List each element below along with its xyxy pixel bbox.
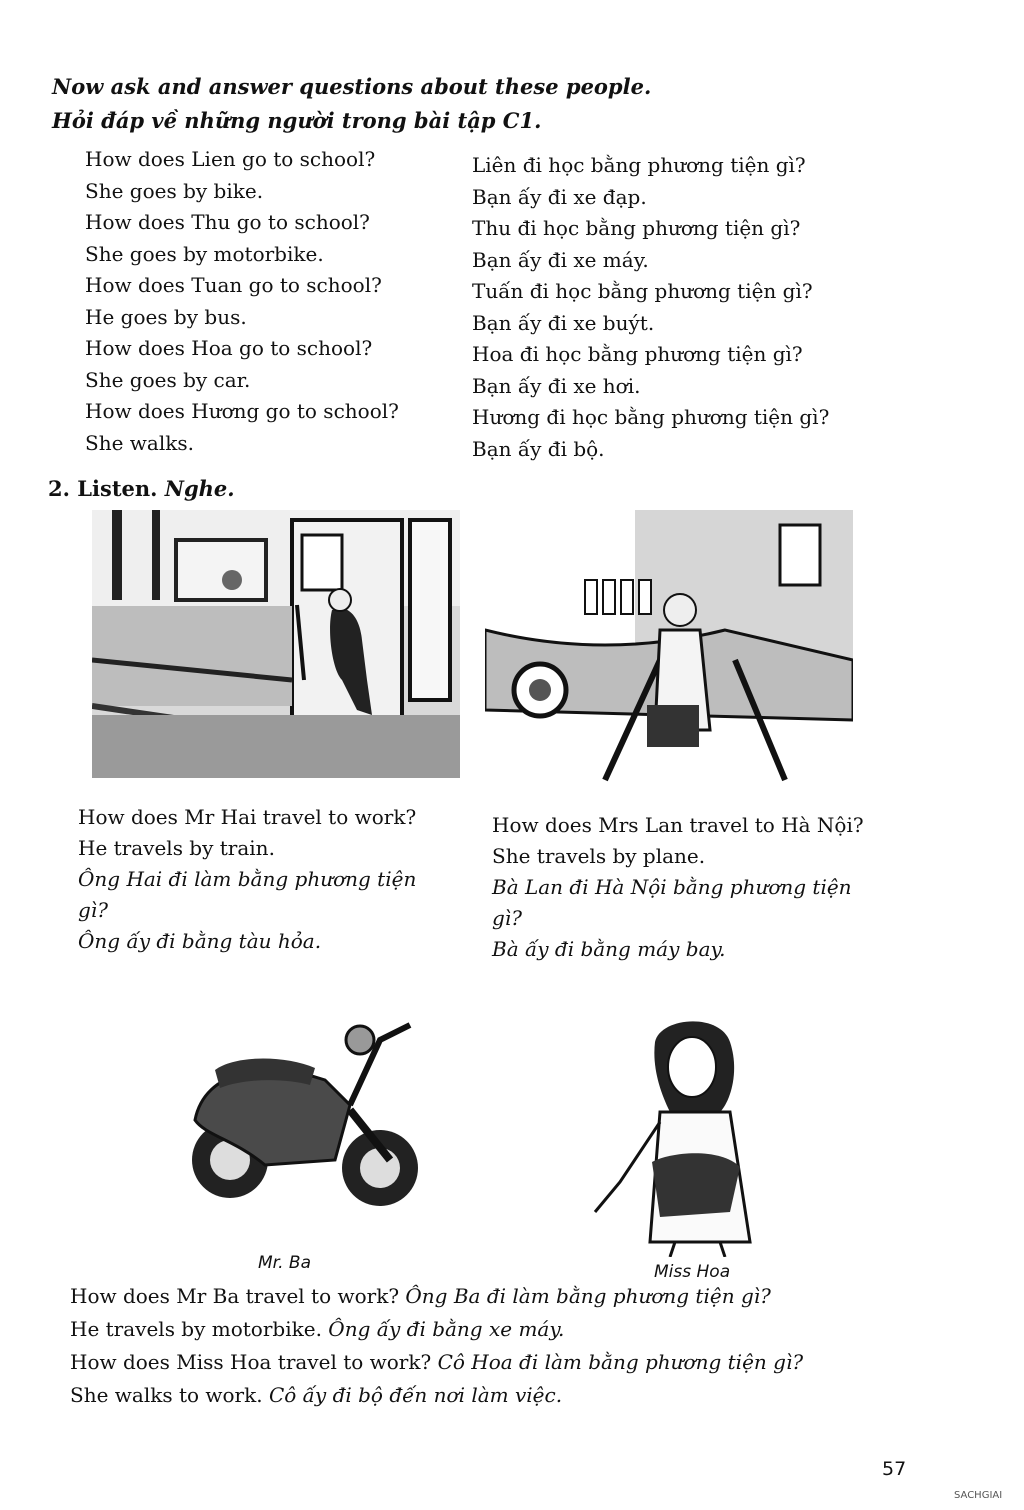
caption-line-vi: gì? (492, 906, 522, 930)
qa-vi-line: Hương đi học bằng phương tiện gì? (472, 405, 830, 429)
caption-line-vi: Bà ấy đi bằng máy bay. (492, 937, 726, 961)
intro-line-2: Hỏi đáp về những người trong bài tập C1. (52, 108, 542, 133)
caption-line-vi: gì? (78, 898, 108, 922)
caption-line-vi: Ông ấy đi bằng tàu hỏa. (78, 929, 322, 953)
qa-en-line: How does Tuan go to school? (85, 273, 382, 297)
qa-en-line: How does Lien go to school? (85, 147, 376, 171)
qa-vi-line: Hoa đi học bằng phương tiện gì? (472, 342, 803, 366)
intro-line-1: Now ask and answer questions about these people. (52, 74, 652, 99)
qa-vi-line: Thu đi học bằng phương tiện gì? (472, 216, 801, 240)
qa-en-line: How does Thu go to school? (85, 210, 370, 234)
qa-vi-line: Bạn ấy đi xe máy. (472, 247, 649, 272)
qa-vi-line: Bạn ấy đi xe đạp. (472, 184, 647, 209)
bottom-dialogue (70, 1280, 803, 1412)
dialogue-line (70, 1313, 803, 1346)
caption-line-vi: Ông Hai đi làm bằng phương tiện (78, 867, 417, 891)
section-title-vi: Nghe. (164, 476, 235, 501)
qa-vi-line: Bạn ấy đi xe buýt. (472, 310, 655, 335)
label-miss-hoa: Miss Hoa (654, 1262, 731, 1282)
qa-vi-line: Bạn ấy đi xe hơi. (472, 373, 641, 398)
caption-mrs-lan (492, 810, 864, 965)
qa-en-line: How does Hương go to school? (85, 399, 399, 423)
caption-mr-hai (78, 802, 416, 957)
qa-english-column (85, 144, 399, 459)
caption-line-vi: Bà Lan đi Hà Nội bằng phương tiện (492, 875, 852, 899)
dialogue-vi: Cô Hoa đi làm bằng phương tiện gì? (437, 1350, 804, 1374)
plane-illustration (485, 510, 853, 782)
section-number: 2. (48, 476, 70, 501)
qa-vi-line: Tuấn đi học bằng phương tiện gì? (472, 279, 813, 303)
dialogue-line (70, 1346, 803, 1379)
label-mr-ba: Mr. Ba (258, 1253, 311, 1273)
caption-line: How does Mr Hai travel to work? (78, 805, 417, 829)
dialogue-line (70, 1280, 803, 1313)
section-title: Listen. (77, 476, 158, 501)
page-number: 57 (882, 1458, 907, 1480)
watermark-logo: SACHGIAI (954, 1490, 1003, 1501)
dialogue-line (70, 1379, 803, 1412)
qa-en-line: How does Hoa go to school? (85, 336, 373, 360)
qa-vi-line: Liên đi học bằng phương tiện gì? (472, 153, 806, 177)
qa-en-line: She walks. (85, 430, 194, 455)
miss-hoa-illustration (580, 1012, 780, 1257)
dialogue-en: He travels by motorbike. (70, 1317, 322, 1341)
caption-line: He travels by train. (78, 836, 275, 860)
qa-en-line: She goes by motorbike. (85, 241, 324, 266)
dialogue-en: She walks to work. (70, 1383, 263, 1407)
qa-en-line: He goes by bus. (85, 304, 247, 329)
dialogue-vi: Cô ấy đi bộ đến nơi làm việc. (268, 1383, 563, 1407)
caption-line: How does Mrs Lan travel to Hà Nội? (492, 813, 864, 837)
qa-en-line: She goes by car. (85, 367, 251, 392)
dialogue-en: How does Mr Ba travel to work? (70, 1284, 400, 1308)
motorbike-illustration (175, 1010, 435, 1210)
qa-en-line: She goes by bike. (85, 178, 264, 203)
caption-line: She travels by plane. (492, 844, 706, 868)
dialogue-en: How does Miss Hoa travel to work? (70, 1350, 432, 1374)
train-illustration (92, 510, 460, 778)
qa-vi-line: Bạn ấy đi bộ. (472, 436, 605, 461)
dialogue-vi: Ông ấy đi bằng xe máy. (328, 1317, 565, 1341)
section-2-heading (48, 476, 235, 501)
qa-vietnamese-column (472, 150, 829, 465)
dialogue-vi: Ông Ba đi làm bằng phương tiện gì? (405, 1284, 771, 1308)
